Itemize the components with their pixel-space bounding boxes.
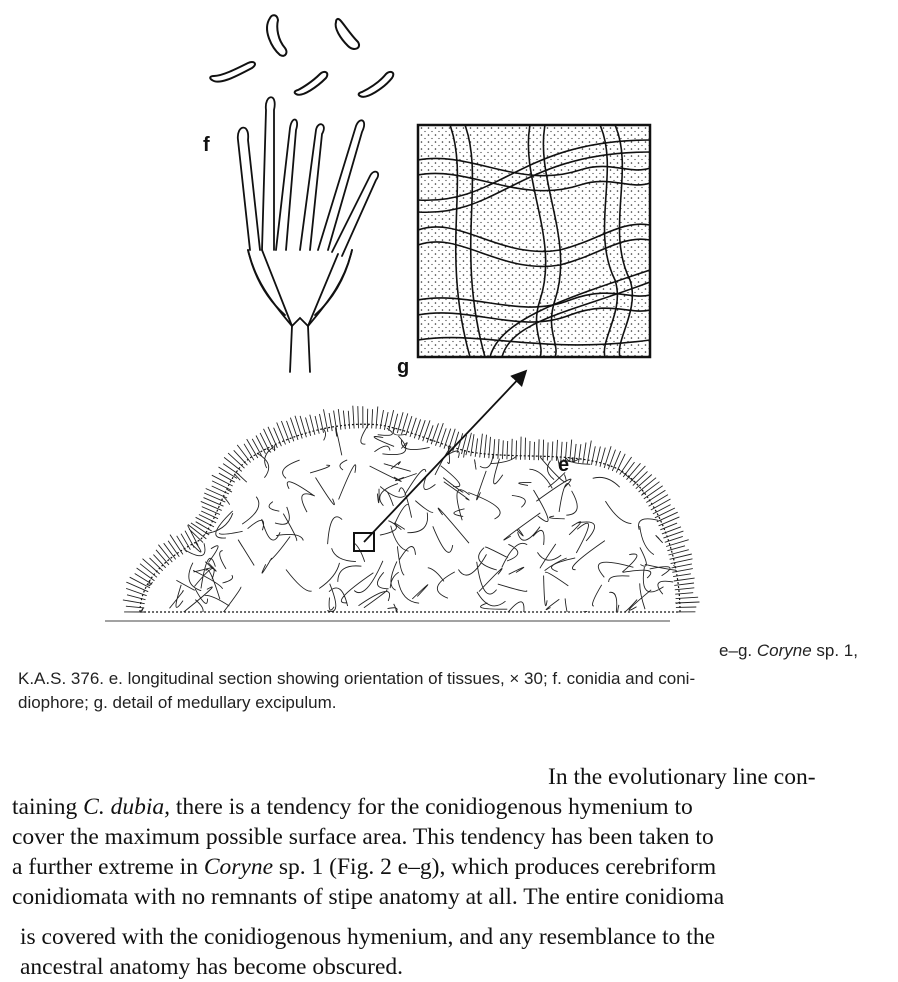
body-text-fragment: a further extreme in	[12, 854, 204, 880]
figure-caption-title	[0, 640, 858, 662]
body-text-species: C. dubia,	[83, 794, 170, 820]
longitudinal-section	[119, 372, 702, 640]
body-text-line-7: ancestral anatomy has become obscured.	[20, 954, 404, 980]
figure-caption-line-1: K.A.S. 376. e. longitudinal section showing orientation of tissues, × 30; f. conidia and coni-	[18, 669, 696, 688]
body-text-line-6: is covered with the conidiogenous hymenium, and any resemblance to the	[20, 924, 716, 950]
conidiophore	[238, 97, 378, 372]
panel-label-g: g	[397, 356, 410, 378]
conidia-group	[210, 15, 393, 97]
body-text-line-5: conidiomata with no remnants of stipe anatomy at all. The entire conidioma	[12, 884, 725, 910]
caption-range: e–g.	[719, 641, 753, 660]
body-text-line-4	[12, 852, 716, 882]
conidium	[267, 15, 286, 56]
panel-label-f: f	[203, 134, 210, 156]
body-text-fragment: taining	[12, 794, 84, 820]
conidium	[295, 72, 328, 95]
caption-species: Coryne	[756, 641, 812, 660]
caption-species-rest: sp. 1,	[811, 641, 858, 660]
body-text-fragment: there is a tendency for the conidiogenous hymenium to	[170, 794, 693, 820]
medullary-excipulum-detail	[418, 125, 650, 357]
panel-label-e: e	[558, 454, 570, 476]
conidium	[210, 62, 255, 82]
body-text-species: Coryne	[203, 854, 274, 880]
conidium	[359, 72, 394, 97]
body-text-fragment: sp. 1 (Fig. 2 e–g), which produces cerebriform	[273, 854, 717, 880]
body-text-line-3: cover the maximum possible surface area. This tendency has been taken to	[12, 824, 714, 850]
body-text-line-1: In the evolutionary line con-	[548, 764, 816, 790]
body-text-line-2	[12, 792, 693, 822]
conidium	[336, 19, 359, 49]
figure-caption-line-2: diophore; g. detail of medullary excipulum.	[18, 693, 337, 712]
